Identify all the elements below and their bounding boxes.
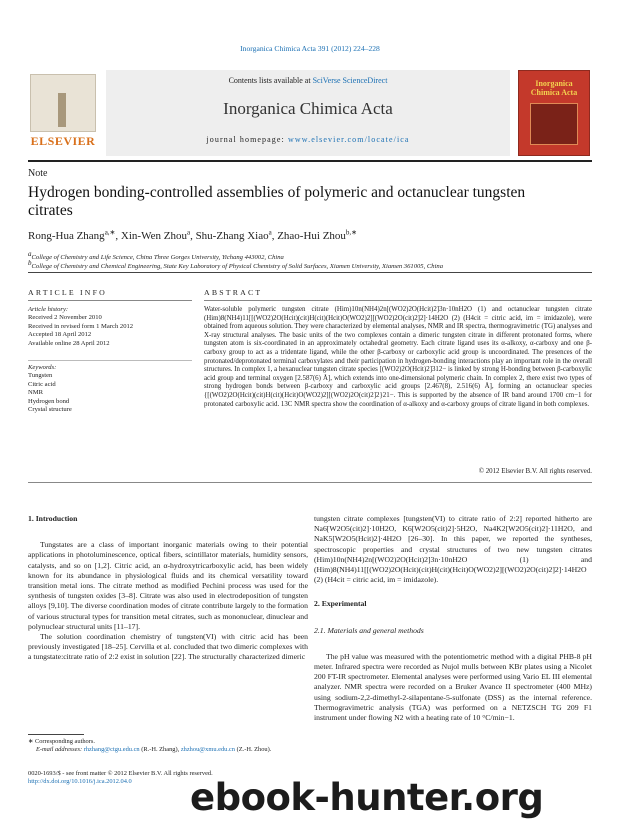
journal-header: [28, 70, 592, 158]
author-1[interactable]: Rong-Hua Zhang$^{a,∗}$,: [28, 228, 121, 242]
article-type: Note: [28, 168, 48, 179]
issn-line: 0020-1693/$ - see front matter © 2012 Elsevier B.V. All rights reserved.: [28, 770, 213, 777]
keyword-item: Tungsten: [28, 372, 53, 380]
journal-cover: [518, 70, 590, 156]
article-info-heading: ARTICLE INFO: [28, 288, 107, 297]
section-heading-experimental: 2. Experimental: [314, 599, 367, 609]
body-column-right: [314, 514, 592, 723]
cover-art-image: [530, 103, 578, 145]
article-info-divider: [28, 300, 192, 301]
affiliation-divider: [28, 272, 592, 273]
sciencedirect-link[interactable]: SciVerse ScienceDirect: [312, 76, 388, 85]
author-2[interactable]: Xin-Wen Zhou$^a$,: [120, 228, 196, 242]
footnote-corresponding: ∗ Corresponding authors.: [28, 738, 95, 745]
cover-title: [519, 79, 589, 97]
section-heading-introduction: 1. Introduction: [28, 514, 78, 523]
history-revised: Received in revised form 1 March 2012: [28, 322, 134, 330]
history-received: Received 2 November 2010: [28, 314, 102, 322]
history-accepted: Accepted 18 April 2012: [28, 331, 92, 339]
keyword-item: NMR: [28, 389, 44, 397]
header-divider: [28, 160, 592, 162]
author-3[interactable]: Shu-Zhang Xiao$^a$,: [195, 228, 278, 242]
keyword-item: Citric acid: [28, 380, 56, 388]
keyword-item: Hydrogen bond: [28, 397, 70, 405]
abstract-copyright: © 2012 Elsevier B.V. All rights reserved.: [478, 468, 592, 475]
elsevier-logo: [28, 74, 98, 150]
article-title: Hydrogen bonding-controlled assemblies of polymeric and octanuclear tungsten citrates: [28, 184, 526, 219]
affiliation-b: $^b$College of Chemistry and Chemical Engineering, State Key Laboratory of Physical Chemistry of Solid Surfaces, Xiamen University, Xiamen 361005, China: [28, 259, 444, 271]
watermark-text: ebook-hunter.org: [190, 776, 544, 819]
journal-citation-link[interactable]: Inorganica Chimica Acta 391 (2012) 224–228: [240, 44, 380, 53]
body-paragraph: The pH value was measured with the potentiometric method with a digital PHB-8 pH meter. Infrared spectra were recorded as Nujol mulls between KBr plates using a Nicolet 200 FT-IR spectrometer. Elemental analyses were performed using Vario EL III elemental analyzer. NMR spectra were recorded on a Bruker Avance II spectrometer (400 MHz) using sodium-2,2-dimethyl-2-silapentane-5-sulfonate (DSS) as the internal reference. Thermogravimetric analysis (TGA) was performed on a NETZSCH TG 209 F1 instrument under flowing N2 with a heating rate of 10 °C/min−1.: [314, 651, 592, 723]
abstract-divider: [204, 300, 592, 301]
footnote: [28, 738, 308, 754]
body-paragraph: The solution coordination chemistry of tungsten(VI) with citric acid has been previously investigated [18–25]. Cervilla et al. concluded that two dimeric complexes with a tungstate:citrate ratio of 2:2 exist in solution [22]. The structurally characterized dimeric: [28, 632, 308, 662]
keywords: [28, 364, 192, 414]
history-label: Article history:: [28, 306, 69, 313]
keywords-label: Keywords:: [28, 364, 57, 371]
homepage-prefix: journal homepage:: [206, 135, 288, 144]
homepage-line: [106, 135, 510, 144]
author-4[interactable]: Zhao-Hui Zhou$^{b,∗}$: [277, 228, 358, 242]
body-paragraph: Tungstates are a class of important inorganic materials owing to their potential applications in photoluminescence, optical fibers, scintillator materials, humidity sensors, catalysts, and so on [1,2]. Citric acid, an α-hydroxytricarboxylic acid, has been widely known for its abundance in physiological fluids and its chemical versatility toward transition metal ions. The citrate method as modified Pechini process was used for the synthesis of tungsten oxides [3–8]. Citrate was also used in electrodeposition of tungsten alloys [9,10]. The diverse coordination modes of citrate contribute largely to the formation of various structural types for transition metal citrates, such as mononuclear, dinuclear and polynuclear structural units [11–17].: [28, 540, 308, 631]
homepage-link[interactable]: www.elsevier.com/locate/ica: [287, 135, 410, 144]
subsection-heading-materials: 2.1. Materials and general methods: [314, 625, 424, 635]
article-history: [28, 306, 192, 348]
email-link-1[interactable]: rhzhang@ctgu.edu.cn: [83, 746, 140, 753]
elsevier-tree-icon: [30, 74, 96, 132]
abstract-bottom-divider: [28, 482, 592, 483]
footnote-emails: E-mail addresses: rhzhang@ctgu.edu.cn (R.-H. Zhang), zhzhou@xmu.edu.cn (Z.-H. Zhou).: [36, 746, 272, 753]
cover-title-line-2: Chimica Acta: [530, 88, 578, 97]
author-list: [28, 228, 357, 242]
contents-prefix: Contents lists available at: [228, 76, 313, 85]
email-link-2[interactable]: zhzhou@xmu.edu.cn: [180, 746, 235, 753]
journal-title: Inorganica Chimica Acta: [223, 99, 393, 118]
keywords-divider: [28, 360, 192, 361]
footnote-divider: [28, 734, 84, 735]
keyword-item: Crystal structure: [28, 406, 72, 414]
history-online: Available online 28 April 2012: [28, 339, 110, 347]
journal-citation: [0, 44, 620, 53]
abstract-text: Water-soluble polymeric tungsten citrate (Him)10n(NH4)2n[(WO2)2O(Hcit)2]3n·10nH2O (1) and octanuclear tungsten citrate (Him)8(NH4)11[[(WO2)2O(Hcit)(cit)H(cit)(Hcit)O(WO2)2][(WO2)2O(cit)2]2]·14H2O (2) (H4cit = citric acid, im = imidazole), were obtained from aqueous solution. They were characterized by elemental analyses, NMR and IR spectra, thermogravimetric (TG) analyses and X-ray structural analyses. The basic units of the two complexes contain a dimeric tungsten citrate in different protonated forms, where tungsten atom is six-coordinated in an approximately octahedral geometry. Each citrate ligand uses its α-alkoxy, α-carboxy and one β-carboxy group to act as a tridentate ligand, while the other β-carboxy or carboxylic acid group is uncoordinated. The presences of the protonated/deprotonated terminal carboxylates and their participation in hydrogen-bonding interactions play an important role in the overall structures. In complex 1, a hexanuclear tungsten citrate species [(WO2)2O(Hcit)2]312− is linked by strong H-bonding between β-carboxylic acid group and terminal oxygen [2.587(6) Å], which extends into one-dimensional polymeric chain. In complex 2, there exist two types of strong hydrogen bonds between β-carboxy and carboxylic acid groups [2.467(8), 2.516(6) Å], forming an octanuclear species {[(WO2)2O(Hcit)(cit)H(cit)(Hcit)O(WO2)2][(WO2)2O(cit)2]2}21−. This is supported by the absence of IR band around 1700 cm−1 for protonated carboxylic acid. 13C NMR spectra show the coordination of α-alkoxy and α-carboxy groups of citrate ligand in both complexes.: [204, 306, 592, 408]
doi-link[interactable]: http://dx.doi.org/10.1016/j.ica.2012.04.0: [28, 778, 132, 785]
contents-line: [106, 76, 510, 85]
abstract-heading: ABSTRACT: [204, 288, 263, 297]
journal-banner: [106, 70, 510, 156]
body-column-left: [28, 514, 308, 663]
cover-title-line-1: Inorganica: [535, 79, 573, 88]
publisher-wordmark: ELSEVIER: [30, 134, 96, 148]
body-paragraph: tungsten citrate complexes [tungsten(VI) to citrate ratio of 2:2] reported hitherto are Na6[W2O5(cit)2]·10H2O, K6[W2O5(cit)2]·5H2O, Na4K2[W2O5(cit)2]·11H2O, and NaK5[W2O5(Hcit)2]·4H2O [26–30]. In this paper, we reported the syntheses, spectroscopic properties and crystal structures of two new tungsten citrates (Him)10n(NH4)2n[(WO2)2O(Hcit)2]3n·10nH2O (1) and (Him)8(NH4)11[[(WO2)2O(Hcit)(cit)H(cit)(Hcit)O(WO2)2][(WO2)2O(cit)2]2]·14H2O (2) (H4cit = citric acid, im = imidazole).: [314, 514, 592, 585]
affiliation-a: $^a$College of Chemistry and Life Science, China Three Gorges University, Yichang 443002, China: [28, 250, 284, 262]
